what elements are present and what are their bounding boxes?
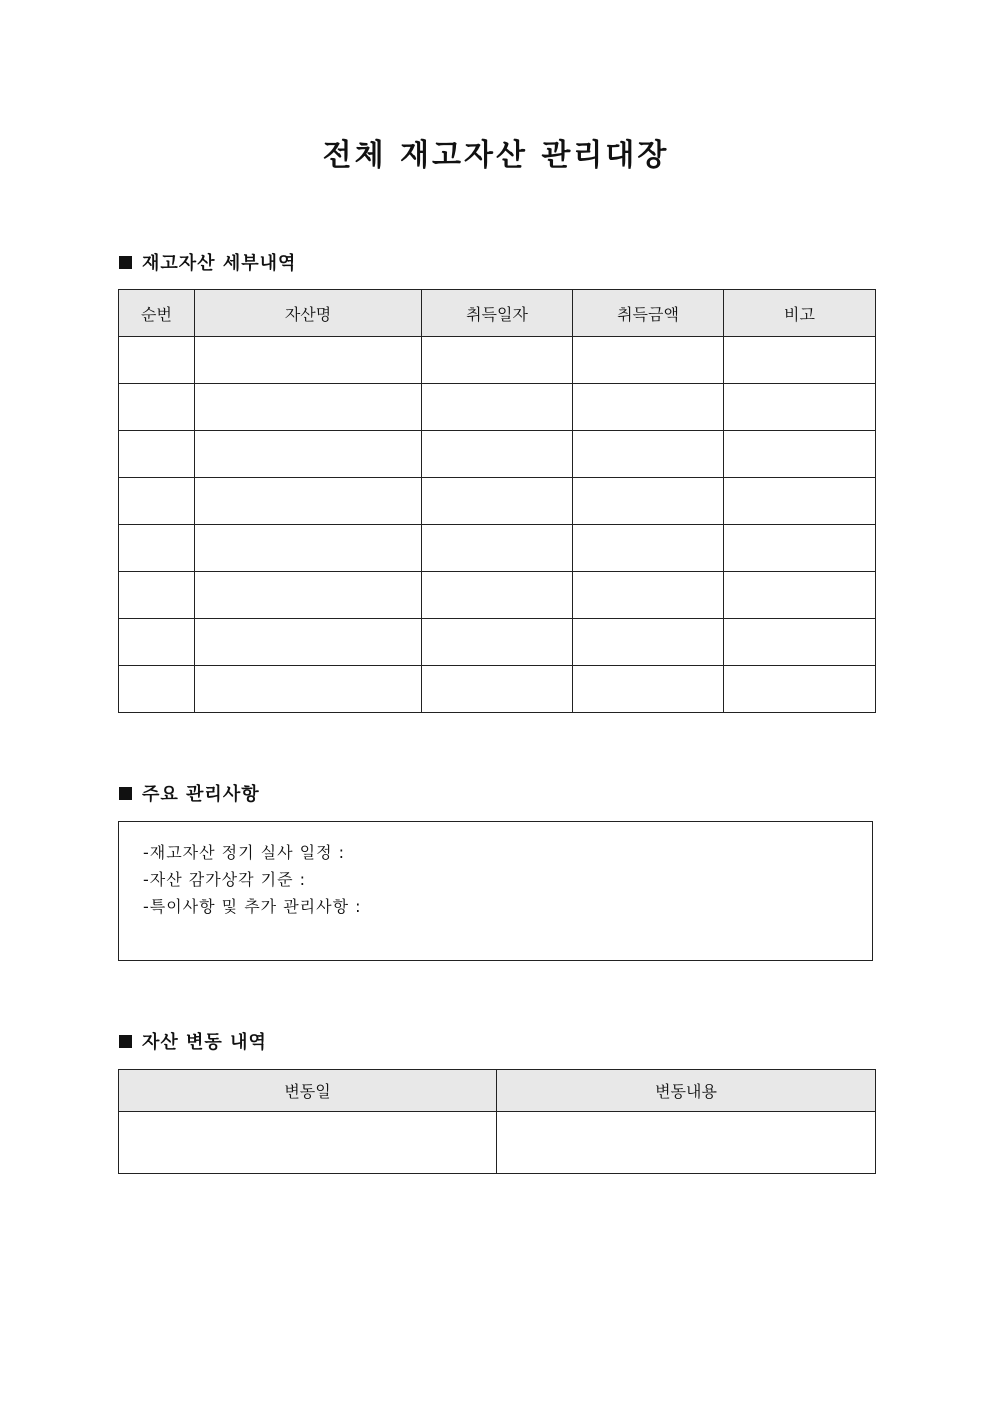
table-cell[interactable] <box>573 525 724 572</box>
changes-table-body <box>119 1112 876 1174</box>
table-cell[interactable] <box>195 525 422 572</box>
table-cell[interactable] <box>119 478 195 525</box>
table-cell[interactable] <box>724 525 876 572</box>
table-cell[interactable] <box>497 1112 876 1174</box>
column-header-number: 순번 <box>119 290 195 337</box>
changes-table <box>118 1069 876 1174</box>
column-header-change-date: 변동일 <box>119 1070 497 1112</box>
table-cell[interactable] <box>119 431 195 478</box>
table-cell[interactable] <box>724 666 876 713</box>
table-cell[interactable] <box>573 384 724 431</box>
table-cell[interactable] <box>724 478 876 525</box>
table-row <box>119 1112 876 1174</box>
table-cell[interactable] <box>422 666 573 713</box>
table-cell[interactable] <box>724 431 876 478</box>
table-cell[interactable] <box>422 384 573 431</box>
table-cell[interactable] <box>119 666 195 713</box>
table-cell[interactable] <box>195 619 422 666</box>
changes-header-row <box>119 1070 876 1112</box>
table-cell[interactable] <box>119 1112 497 1174</box>
column-header-acquisition-date: 취득일자 <box>422 290 573 337</box>
table-cell[interactable] <box>119 572 195 619</box>
table-cell[interactable] <box>573 572 724 619</box>
table-cell[interactable] <box>573 431 724 478</box>
table-cell[interactable] <box>573 666 724 713</box>
note-special-remarks: -특이사항 및 추가 관리사항 : <box>143 897 362 916</box>
table-cell[interactable] <box>724 572 876 619</box>
inventory-heading-text: 재고자산 세부내역 <box>142 253 297 274</box>
table-cell[interactable] <box>422 525 573 572</box>
table-cell[interactable] <box>195 666 422 713</box>
table-cell[interactable] <box>724 337 876 384</box>
table-row <box>119 572 876 619</box>
square-bullet-icon <box>119 256 132 269</box>
table-cell[interactable] <box>573 337 724 384</box>
note-inventory-schedule: -재고자산 정기 실사 일정 : <box>143 843 346 862</box>
table-cell[interactable] <box>573 619 724 666</box>
square-bullet-icon <box>119 787 132 800</box>
inventory-header-row <box>119 290 876 337</box>
table-row <box>119 431 876 478</box>
square-bullet-icon <box>119 1035 132 1048</box>
document-title: 전체 재고자산 관리대장 <box>322 138 670 173</box>
table-row <box>119 384 876 431</box>
table-cell[interactable] <box>422 619 573 666</box>
column-header-acquisition-amount: 취득금액 <box>573 290 724 337</box>
table-cell[interactable] <box>195 572 422 619</box>
inventory-section-heading <box>119 252 296 276</box>
management-heading-text: 주요 관리사항 <box>142 784 260 805</box>
management-notes-box[interactable] <box>118 821 873 961</box>
column-header-remarks: 비고 <box>724 290 876 337</box>
table-cell[interactable] <box>195 478 422 525</box>
table-cell[interactable] <box>119 337 195 384</box>
table-row <box>119 525 876 572</box>
table-row <box>119 666 876 713</box>
table-cell[interactable] <box>119 619 195 666</box>
table-cell[interactable] <box>195 384 422 431</box>
table-row <box>119 478 876 525</box>
table-row <box>119 337 876 384</box>
table-cell[interactable] <box>195 431 422 478</box>
table-cell[interactable] <box>422 478 573 525</box>
table-cell[interactable] <box>422 431 573 478</box>
table-cell[interactable] <box>195 337 422 384</box>
management-section-heading <box>119 783 260 807</box>
changes-section-heading <box>119 1031 267 1055</box>
table-cell[interactable] <box>422 572 573 619</box>
table-cell[interactable] <box>724 384 876 431</box>
table-cell[interactable] <box>573 478 724 525</box>
column-header-change-details: 변동내용 <box>497 1070 876 1112</box>
table-row <box>119 619 876 666</box>
table-cell[interactable] <box>119 525 195 572</box>
table-cell[interactable] <box>724 619 876 666</box>
column-header-asset-name: 자산명 <box>195 290 422 337</box>
note-depreciation-basis: -자산 감가상각 기준 : <box>143 870 307 889</box>
inventory-table-body <box>119 337 876 713</box>
changes-heading-text: 자산 변동 내역 <box>142 1032 267 1053</box>
inventory-table <box>118 289 876 713</box>
table-cell[interactable] <box>119 384 195 431</box>
table-cell[interactable] <box>422 337 573 384</box>
